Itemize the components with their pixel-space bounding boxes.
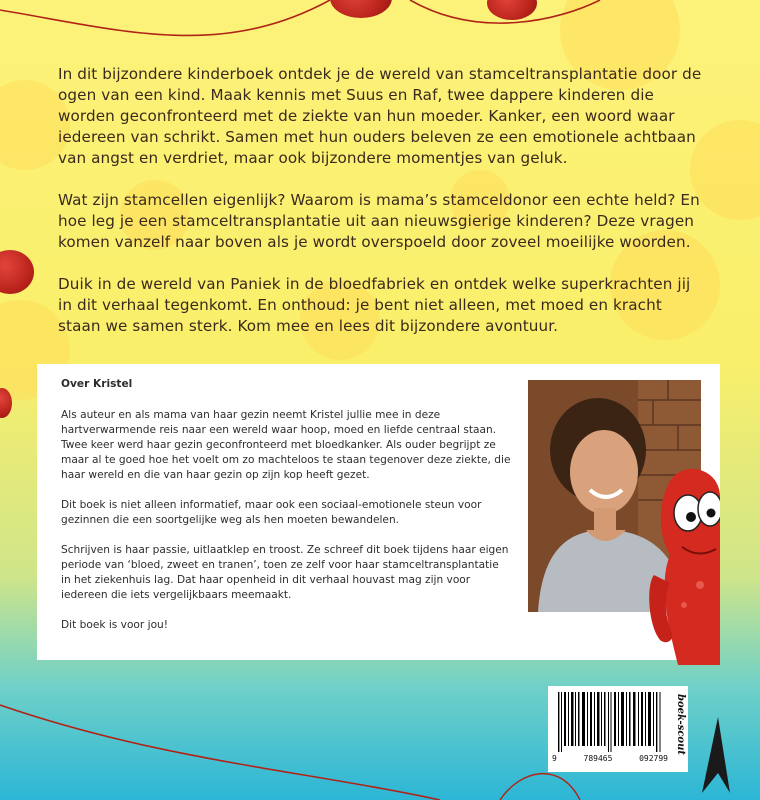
barcode-digits bbox=[552, 754, 668, 763]
about-author-card bbox=[37, 364, 720, 660]
intro-paragraph: Wat zijn stamcellen eigenlijk? Waarom is mama’s stamceldonor een echte held? En hoe leg je een stamceltransplantatie uit aan nieuwsgierige kinderen? Deze vragen komen vanzelf naar boven als je wordt overspoeld door zoveel moeilijke woorden. bbox=[58, 191, 700, 251]
about-heading: Over Kristel bbox=[61, 378, 133, 390]
barcode-digit-group: 092799 bbox=[639, 754, 668, 763]
about-paragraph: Schrijven is haar passie, uitlaatklep en troost. Ze schreef dit boek tijdens haar eigen periode van ‘bloed, zweet en tranen’, toen ze zelf voor haar stamceltransplantatie in het ziekenhuis lag. Dat haar openheid in dit verhaal houvast mag zijn voor iedereen die iets vergelijkbaars meemaakt. bbox=[61, 544, 509, 601]
publisher-arrow-icon bbox=[700, 715, 734, 795]
about-author-text bbox=[61, 377, 511, 648]
barcode bbox=[558, 692, 662, 752]
barcode-digit-group: 9 bbox=[552, 754, 557, 763]
intro-text bbox=[58, 64, 708, 358]
intro-paragraph: In dit bijzondere kinderboek ontdek je de wereld van stamceltransplantatie door de ogen van een kind. Maak kennis met Suus en Raf, twee dappere kinderen die worden geconfronteerd met de ziekte van hun moeder. Kanker, een woord waar iedereen van schrikt. Samen met hun ouders beleven ze een emotionele achtbaan van angst en verdriet, maar ook bijzondere momentjes van geluk. bbox=[58, 65, 702, 167]
about-paragraph: Dit boek is niet alleen informatief, maar ook een sociaal-emotionele steun voor gezinnen die een soortgelijke weg als hen moeten bewandelen. bbox=[61, 499, 482, 526]
intro-paragraph: Duik in de wereld van Paniek in de bloedfabriek en ontdek welke superkrachten jij in dit verhaal tegenkomt. En onthoud: je bent niet alleen, met moed en kracht staan we samen sterk. Kom mee en lees dit bijzondere avontuur. bbox=[58, 275, 691, 335]
about-paragraph: Dit boek is voor jou! bbox=[61, 619, 169, 631]
barcode-panel bbox=[548, 686, 688, 772]
about-paragraph: Als auteur en als mama van haar gezin neemt Kristel jullie mee in deze hartverwarmende reis naar een wereld waar hoop, moed en liefde centraal staan. Twee keer werd haar gezin geconfronteerd met bloedkanker. Als ouder begrijpt ze maar al te goed hoe het voelt om zo machteloos te staan tegenover deze ziekte, die haar wereld en die van haar gezin op zijn kop heeft gezet. bbox=[61, 409, 511, 481]
barcode-digit-group: 789465 bbox=[583, 754, 613, 763]
publisher-logo: boek-scout bbox=[675, 694, 686, 755]
red-blood-cell-mascot bbox=[648, 465, 720, 665]
